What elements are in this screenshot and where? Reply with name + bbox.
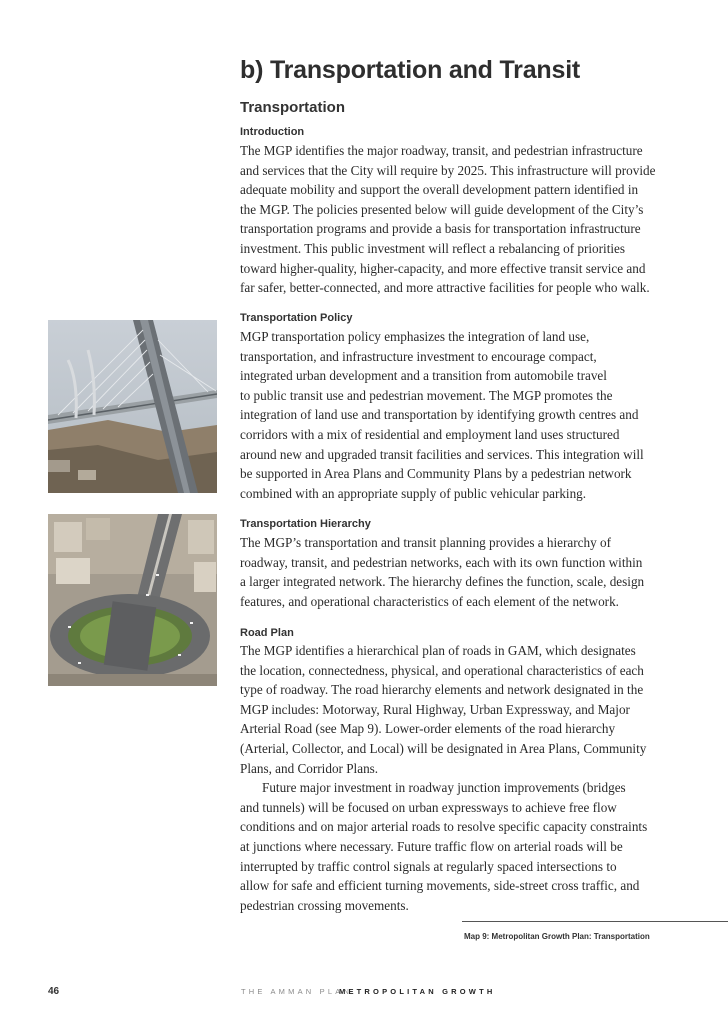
heading-transportation-hierarchy: Transportation Hierarchy [240, 518, 371, 530]
text-line: MGP transportation policy emphasizes the integration of land use, [240, 329, 590, 344]
text-line: transportation, and infrastructure investment to encourage compact, [240, 348, 597, 364]
text-line: around new and upgraded transit facilities and services. This integration will [240, 446, 644, 462]
text-line: The MGP identifies a hierarchical plan of roads in GAM, which designates [240, 643, 636, 658]
text-line: combined with an appropriate supply of public vehicular parking. [240, 485, 587, 501]
text-line: corridors with a mix of residential and employment land uses structured [240, 426, 620, 442]
text-line: be supported in Area Plans and Community Plans by a pedestrian network [240, 466, 632, 482]
section-title: b) Transportation and Transit [240, 56, 581, 84]
paragraph-introduction [240, 141, 660, 298]
text-line: far safer, better-connected, and more attractive facilities for people who walk. [240, 280, 650, 296]
text-line: at junctions where necessary. Future traffic flow on arterial roads will be [240, 838, 623, 854]
text-line: investment. This public investment will reflect a rebalancing of priorities [240, 240, 626, 256]
roundabout-photo [48, 514, 217, 686]
text-line: type of roadway. The road hierarchy elements and network designated in the [240, 682, 644, 698]
text-line: Future major investment in roadway junction improvements (bridges [262, 780, 626, 796]
text-line: to public transit use and pedestrian movement. The MGP promotes the [240, 387, 613, 403]
text-line: interrupted by traffic control signals at regularly spaced intersections to [240, 858, 617, 874]
text-line: Plans, and Corridor Plans. [240, 760, 379, 776]
text-line: conditions and on major arterial roads to resolve specific capacity constraints [240, 819, 648, 835]
text-line: integrated urban development and a transition from automobile travel [240, 368, 607, 384]
text-line: and tunnels) will be focused on urban expressways to achieve free flow [240, 799, 617, 815]
text-line: roadway, transit, and pedestrian networks, each with its own function within [240, 554, 643, 570]
heading-introduction: Introduction [240, 126, 305, 138]
text-line: allow for safe and efficient turning movements, side-street cross traffic, and [240, 878, 640, 894]
subtitle: Transportation [240, 99, 346, 116]
text-line: (Arterial, Collector, and Local) will be designated in Area Plans, Community [240, 740, 647, 756]
text-line: pedestrian crossing movements. [240, 897, 409, 913]
text-line: toward higher-quality, higher-capacity, and more effective transit service and [240, 260, 646, 276]
text-line: MGP includes: Motorway, Rural Highway, Urban Expressway, and Major [240, 701, 630, 717]
text-line: Arterial Road (see Map 9). Lower-order elements of the road hierarchy [240, 721, 616, 737]
heading-road-plan: Road Plan [240, 627, 294, 639]
text-line: integration of land use and transportation by identifying growth centres and [240, 407, 639, 423]
map-caption: Map 9: Metropolitan Growth Plan: Transportation [464, 932, 650, 941]
text-line: adequate mobility and support the overall development pattern identified in [240, 182, 639, 198]
footer-publication: THE AMMAN PLAN [241, 987, 353, 996]
text-line: a larger integrated network. The hierarchy defines the function, scale, design [240, 574, 645, 590]
text-line: The MGP’s transportation and transit planning provides a hierarchy of [240, 535, 611, 550]
text-line: features, and operational characteristics of each element of the network. [240, 593, 619, 609]
text-line: the MGP. The policies presented below will guide development of the City’s [240, 201, 644, 217]
paragraph-road-plan [240, 641, 660, 915]
footer-chapter: METROPOLITAN GROWTH [339, 987, 496, 996]
heading-transportation-policy: Transportation Policy [240, 312, 353, 324]
page-number: 46 [48, 986, 60, 997]
map-divider [462, 921, 728, 922]
paragraph-transportation-policy [240, 327, 660, 503]
text-line: The MGP identifies the major roadway, transit, and pedestrian infrastructure [240, 143, 643, 158]
text-line: the location, connectedness, physical, and operational characteristics of each [240, 662, 644, 678]
paragraph-transportation-hierarchy [240, 533, 660, 611]
text-line: transportation programs and provide a basis for transportation infrastructure [240, 221, 641, 237]
text-line: and services that the City will require by 2025. This infrastructure will provide [240, 162, 656, 178]
bridge-photo [48, 320, 217, 493]
